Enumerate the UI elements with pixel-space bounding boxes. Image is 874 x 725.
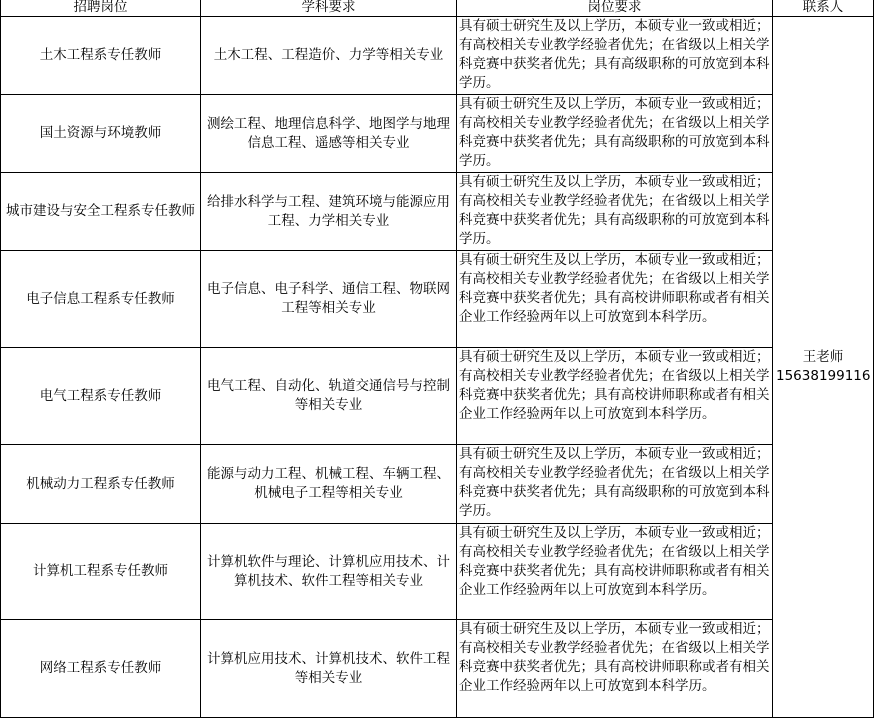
subject-cell: 给排水科学与工程、建筑环境与能源应用工程、力学相关专业 (201, 173, 457, 251)
contact-name: 王老师 (802, 349, 844, 365)
table-row (1, 620, 874, 718)
table-row (1, 95, 874, 173)
subject-cell: 电子信息、电子科学、通信工程、物联网工程等相关专业 (201, 251, 457, 348)
position-cell: 计算机工程系专任教师 (1, 524, 201, 620)
requirement-cell: 具有硕士研究生及以上学历，本硕专业一致或相近；有高校相关专业教学经验者优先；在省级以上相关学科竞赛中获奖者优先；具有高校讲师职称或者有相关企业工作经验两年以上可放宽到本科学历。 (457, 251, 773, 348)
position-cell: 电子信息工程系专任教师 (1, 251, 201, 348)
contact-cell (773, 17, 874, 718)
requirement-cell: 具有硕士研究生及以上学历，本硕专业一致或相近；有高校相关专业教学经验者优先；在省级以上相关学科竞赛中获奖者优先；具有高校讲师职称或者有相关企业工作经验两年以上可放宽到本科学历。 (457, 348, 773, 445)
position-cell: 国土资源与环境教师 (1, 95, 201, 173)
table-row (1, 445, 874, 524)
requirement-cell: 具有硕士研究生及以上学历，本硕专业一致或相近；有高校相关专业教学经验者优先；在省级以上相关学科竞赛中获奖者优先；具有高级职称的可放宽到本科学历。 (457, 173, 773, 251)
requirement-cell: 具有硕士研究生及以上学历，本硕专业一致或相近；有高校相关专业教学经验者优先；在省级以上相关学科竞赛中获奖者优先；具有高级职称的可放宽到本科学历。 (457, 445, 773, 524)
header-contact: 联系人 (773, 0, 874, 17)
position-cell: 机械动力工程系专任教师 (1, 445, 201, 524)
contact-phone: 15638199116 (776, 368, 871, 384)
table-row (1, 173, 874, 251)
header-subject: 学科要求 (201, 0, 457, 17)
requirement-cell: 具有硕士研究生及以上学历，本硕专业一致或相近；有高校相关专业教学经验者优先；在省级以上相关学科竞赛中获奖者优先；具有高级职称的可放宽到本科学历。 (457, 95, 773, 173)
position-cell: 土木工程系专任教师 (1, 17, 201, 95)
table-row (1, 348, 874, 445)
position-cell: 网络工程系专任教师 (1, 620, 201, 718)
subject-cell: 计算机软件与理论、计算机应用技术、计算机技术、软件工程等相关专业 (201, 524, 457, 620)
position-cell: 电气工程系专任教师 (1, 348, 201, 445)
requirement-cell: 具有硕士研究生及以上学历，本硕专业一致或相近；有高校相关专业教学经验者优先；在省级以上相关学科竞赛中获奖者优先；具有高级职称的可放宽到本科学历。 (457, 17, 773, 95)
table-row (1, 524, 874, 620)
header-requirement: 岗位要求 (457, 0, 773, 17)
requirement-cell: 具有硕士研究生及以上学历，本硕专业一致或相近；有高校相关专业教学经验者优先；在省级以上相关学科竞赛中获奖者优先；具有高校讲师职称或者有相关企业工作经验两年以上可放宽到本科学历。 (457, 620, 773, 718)
subject-cell: 计算机应用技术、计算机技术、软件工程等相关专业 (201, 620, 457, 718)
position-cell: 城市建设与安全工程系专任教师 (1, 173, 201, 251)
subject-cell: 土木工程、工程造价、力学等相关专业 (201, 17, 457, 95)
header-row (1, 0, 874, 17)
header-position: 招聘岗位 (1, 0, 201, 17)
subject-cell: 能源与动力工程、机械工程、车辆工程、机械电子工程等相关专业 (201, 445, 457, 524)
requirement-cell: 具有硕士研究生及以上学历，本硕专业一致或相近；有高校相关专业教学经验者优先；在省级以上相关学科竞赛中获奖者优先；具有高校讲师职称或者有相关企业工作经验两年以上可放宽到本科学历。 (457, 524, 773, 620)
table-row (1, 251, 874, 348)
subject-cell: 测绘工程、地理信息科学、地图学与地理信息工程、遥感等相关专业 (201, 95, 457, 173)
table-row (1, 17, 874, 95)
subject-cell: 电气工程、自动化、轨道交通信号与控制等相关专业 (201, 348, 457, 445)
